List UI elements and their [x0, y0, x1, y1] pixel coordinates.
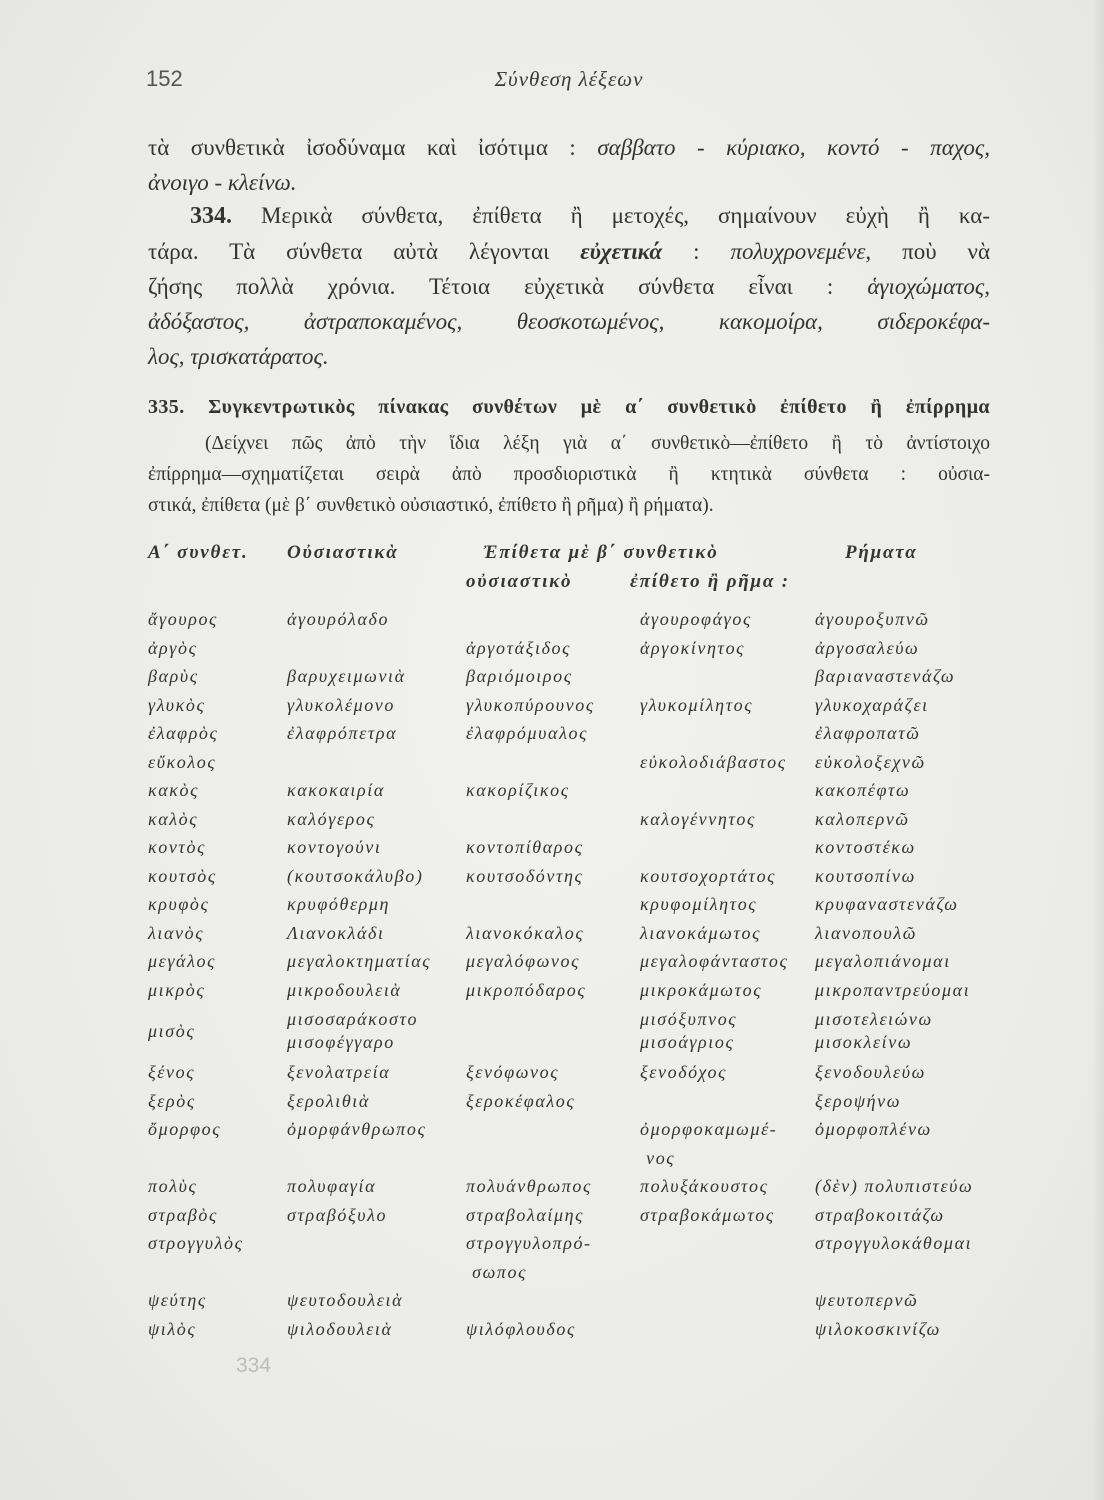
- cell-verb: λιανοπουλῶ: [815, 922, 918, 943]
- table-row: [148, 1172, 990, 1201]
- table-row: [148, 976, 990, 1005]
- table-row: [148, 1004, 990, 1058]
- table-row: [148, 634, 990, 663]
- table-body: [148, 605, 990, 1343]
- table-row: [148, 691, 990, 720]
- table-row: [148, 1315, 990, 1344]
- cell-adjective-or-verb: μικροκάμωτος: [640, 979, 763, 1000]
- text-line: [148, 490, 990, 521]
- cell-verb: κακοπέφτω: [815, 780, 911, 800]
- section-335-heading: [148, 392, 990, 422]
- cell-first-component: κοντὸς: [148, 837, 206, 857]
- cell-adjective-or-verb: ἀγουροφάγος: [640, 609, 752, 629]
- section-334-text-segment: , ποὺ νὰ: [865, 239, 991, 264]
- text-line: [148, 304, 990, 339]
- cell-adjective-or-verb: καλογέννητος: [640, 808, 756, 829]
- cell-verb: κρυφαναστενάζω: [815, 894, 959, 914]
- cell-adjective-noun: [466, 890, 640, 919]
- cell-adjective-or-verb: εὐκολοδιάβαστος: [640, 751, 787, 772]
- cell-adjective-or-verb: [640, 719, 815, 748]
- cell-adjective-noun: [466, 1115, 640, 1172]
- cell-adjective-or-verb: γλυκομίλητος: [640, 694, 754, 715]
- section-334-text-segment: λος, τρισκατάρατος.: [148, 344, 329, 369]
- cell-noun: ξερολιθιὰ: [287, 1090, 370, 1111]
- cell-first-component: κουτσὸς: [148, 865, 217, 886]
- cell-noun: κρυφόθερμη: [287, 894, 391, 914]
- section-335-note: [148, 428, 990, 521]
- cell-adjective-noun: πολυάνθρωπος: [466, 1176, 592, 1196]
- cell-first-component: μισὸς: [148, 1020, 196, 1041]
- table-row: [148, 776, 990, 805]
- cell-first-component: ἄγουρος: [148, 609, 218, 629]
- cell-verb: ξεροψήνω: [815, 1090, 902, 1111]
- subheader-with-noun: οὐσιαστικὸ: [466, 571, 573, 592]
- table-row: [148, 605, 990, 634]
- col-header-adjectives: Ἐπίθετα μὲ β΄ συνθετικὸ: [483, 542, 719, 563]
- table-row: [148, 719, 990, 748]
- cell-noun: ὀμορφάνθρωπος: [287, 1119, 427, 1139]
- cell-verb: ψευτοπερνῶ: [815, 1290, 919, 1310]
- cell-first-component: ξένος: [148, 1062, 196, 1082]
- table-row: [148, 748, 990, 777]
- cell-noun: [287, 1229, 466, 1286]
- text-line: [148, 428, 990, 459]
- cell-item: μισοσαράκοστο: [287, 1009, 419, 1029]
- cell-adjective-noun: ξεροκέφαλος: [466, 1090, 576, 1111]
- empty-header-cell: [287, 567, 466, 605]
- cell-adjective-noun: [466, 748, 640, 777]
- cell-adjective-or-verb: [640, 833, 815, 862]
- margin-mark: 334: [236, 1354, 272, 1377]
- cell-verb: μικροπαντρεύομαι: [815, 979, 971, 1000]
- cell-adjective-noun: [466, 1004, 640, 1058]
- table-row: [148, 919, 990, 948]
- cell-adjective-noun: ψιλόφλουδος: [466, 1318, 576, 1339]
- cell-adjective-or-verb: πολυξάκουστος: [640, 1176, 769, 1196]
- section-334-paragraph: [148, 198, 990, 374]
- table-row: [148, 1058, 990, 1087]
- cell-verb: ὀμορφοπλένω: [815, 1119, 932, 1139]
- text-line: [148, 130, 990, 165]
- cell-verb: εὐκολοξεχνῶ: [815, 751, 926, 772]
- cell-item: μισοτελειώνω: [815, 1009, 933, 1029]
- cell-verb: ψιλοκοσκινίζω: [815, 1318, 941, 1339]
- cell-first-component: κακὸς: [148, 780, 200, 800]
- cell-adjective-or-verb: μεγαλοφάνταστος: [640, 951, 789, 971]
- cell-first-component: ὄμορφος: [148, 1119, 222, 1139]
- table-row: [148, 1201, 990, 1230]
- table-row: [148, 947, 990, 976]
- cell-first-component: βαρὺς: [148, 666, 199, 686]
- table-row: [148, 805, 990, 834]
- cell-noun: [287, 634, 466, 663]
- cell-noun: [287, 748, 466, 777]
- cell-first-component: πολὺς: [148, 1176, 198, 1196]
- cell-item: μισοφέγγαρο: [287, 1032, 395, 1052]
- section-334-text-segment: πολυχρονεμένε: [730, 239, 866, 264]
- cell-noun: ψευτοδουλειὰ: [287, 1290, 404, 1310]
- cell-noun: ἀγουρόλαδο: [287, 609, 390, 629]
- cell-noun: καλόγερος: [287, 808, 376, 829]
- cell-adjective-or-verb: [640, 776, 815, 805]
- cell-adjective-noun: κακορίζικος: [466, 780, 570, 800]
- empty-header-cell: [815, 567, 990, 605]
- cell-noun: ἐλαφρόπετρα: [287, 723, 398, 743]
- cell-verb: στραβοκοιτάζω: [815, 1204, 945, 1225]
- cell-adjective-noun: λιανοκόκαλος: [466, 922, 585, 943]
- cell-stack: [640, 1004, 815, 1058]
- cell-verb: κουτσοπίνω: [815, 865, 916, 886]
- cell-verb: μεγαλοπιάνομαι: [815, 951, 951, 971]
- cell-first-component: ψεύτης: [148, 1290, 207, 1310]
- cell-first-component: ψιλὸς: [148, 1318, 197, 1339]
- cell-adjective-or-verb: κουτσοχορτάτος: [640, 865, 777, 886]
- cell-adjective-noun: κουτσοδόντης: [466, 865, 584, 886]
- cell-adjective-or-verb: [640, 1087, 815, 1116]
- cell-adjective-noun: [466, 1286, 640, 1315]
- cell-adjective-or-verb: [640, 1004, 815, 1058]
- cell-first-component: γλυκὸς: [148, 694, 206, 715]
- cell-adjective-or-verb: ἀργοκίνητος: [640, 637, 746, 658]
- text-line: [148, 234, 990, 269]
- subheader-with-adjective-or-verb: [630, 567, 815, 605]
- cell-adjective-noun: ξενόφωνος: [466, 1062, 560, 1082]
- cell-first-component: μεγάλος: [148, 951, 216, 971]
- cell-noun: Λιανοκλάδι: [287, 922, 385, 943]
- col-header-first-component: Α΄ συνθετ.: [148, 542, 249, 563]
- table-row: [148, 862, 990, 891]
- cell-noun: ψιλοδουλειὰ: [287, 1318, 393, 1339]
- cell-first-component: καλὸς: [148, 808, 199, 829]
- cell-verb: στρογγυλοκάθομαι: [815, 1233, 973, 1253]
- cell-stack: [815, 1004, 990, 1058]
- cell-adjective-or-verb: [640, 1286, 815, 1315]
- cell-first-component: κρυφὸς: [148, 894, 210, 914]
- cell-adjective-noun: μικροπόδαρος: [466, 979, 587, 1000]
- cell-adjective-noun: στρογγυλοπρό- σωπος: [466, 1233, 592, 1282]
- table-row: [148, 1286, 990, 1315]
- cell-verb: καλοπερνῶ: [815, 808, 910, 829]
- cell-noun: βαρυχειμωνιὰ: [287, 666, 406, 686]
- cell-noun: στραβόξυλο: [287, 1204, 388, 1225]
- cell-first-component: λιανὸς: [148, 922, 205, 943]
- cell-adjective-or-verb: ξενοδόχος: [640, 1062, 728, 1082]
- cell-verb: ἐλαφροπατῶ: [815, 723, 921, 743]
- table-row: [148, 1229, 990, 1286]
- page-number: 152: [146, 66, 183, 91]
- intro-text-segment: σαββατο - κύριακο, κοντό - παχος,: [597, 135, 990, 160]
- cell-noun: ξενολατρεία: [287, 1062, 391, 1082]
- cell-adjective-or-verb: [640, 662, 815, 691]
- col-header-nouns: Οὐσιαστικὰ: [287, 542, 399, 563]
- cell-item: μισόξυπνος: [640, 1009, 738, 1029]
- cell-verb: γλυκοχαράζει: [815, 694, 929, 715]
- cell-adjective-noun: γλυκοπύρουνος: [466, 694, 595, 715]
- cell-adjective-noun: βαριόμοιρος: [466, 666, 573, 686]
- compounds-table: [148, 538, 990, 1343]
- table-row: [148, 890, 990, 919]
- cell-adjective-noun: ἀργοτάξιδος: [466, 637, 572, 658]
- cell-noun: [287, 1004, 466, 1058]
- cell-verb: ξενοδουλεύω: [815, 1062, 926, 1082]
- cell-noun: γλυκολέμονο: [287, 694, 395, 715]
- cell-noun: κακοκαιρία: [287, 780, 385, 800]
- cell-verb: (δὲν) πολυπιστεύω: [815, 1176, 974, 1196]
- section-334-text-segment: ἀδόξαστος, ἀστραποκαμένος, θεοσκοτωμένος, κακομοίρα, σιδεροκέφα-: [148, 309, 990, 334]
- paper-edge-shadow: [1092, 0, 1104, 1500]
- text-line: [148, 198, 990, 234]
- text-line: [148, 459, 990, 490]
- text-line: [148, 269, 990, 304]
- cell-noun: μεγαλοκτηματίας: [287, 951, 432, 971]
- section-334-text-segment: ἁγιοχώματος,: [867, 274, 990, 299]
- note-text-segment: στικά, ἐπίθετα (μὲ β΄ συνθετικὸ οὐσιαστικό, ἐπίθετο ἢ ρῆμα) ἢ ρήματα).: [148, 495, 714, 516]
- cell-adjective-noun: κοντοπίθαρος: [466, 837, 584, 857]
- note-text-segment: (Δείχνει πῶς ἀπὸ τὴν ἴδια λέξη γιὰ α΄ συνθετικὸ—ἐπίθετο ἢ τὸ ἀντίστοιχο: [205, 433, 990, 454]
- cell-first-component: στρογγυλὸς: [148, 1233, 244, 1253]
- text-line: [148, 339, 990, 374]
- cell-verb: ἀγουροξυπνῶ: [815, 609, 930, 629]
- cell-first-component: ἐλαφρὸς: [148, 723, 219, 743]
- cell-first-component: στραβὸς: [148, 1204, 218, 1225]
- table-row: [148, 1115, 990, 1172]
- cell-adjective-noun: [466, 605, 640, 634]
- cell-first-component: ἀργὸς: [148, 637, 198, 658]
- cell-noun: κοντογούνι: [287, 837, 382, 857]
- running-title: Σύνθεση λέξεων: [494, 67, 644, 91]
- cell-noun: μικροδουλειὰ: [287, 979, 402, 1000]
- section-334-text-segment: τάρα. Τὰ σύνθετα αὐτὰ λέγονται: [148, 239, 581, 264]
- table-row: [148, 1087, 990, 1116]
- note-text-segment: ἐπίρρημα—σχηματίζεται σειρὰ ἀπὸ προσδιοριστικὰ ἢ κτητικὰ σύνθετα : οὐσια-: [148, 464, 990, 485]
- cell-verb: κοντοστέκω: [815, 837, 916, 857]
- cell-item: μισοκλείνω: [815, 1032, 913, 1052]
- cell-adjective-noun: στραβολαίμης: [466, 1204, 585, 1225]
- table-row: [148, 662, 990, 691]
- table-header-row: [148, 538, 990, 567]
- cell-adjective-noun: ἐλαφρόμυαλος: [466, 723, 588, 743]
- cell-adjective-or-verb: ὀμορφοκαμωμέ- νος: [640, 1119, 778, 1168]
- cell-first-component: εὔκολος: [148, 751, 217, 772]
- cell-verb: ἀργοσαλεύω: [815, 637, 920, 658]
- col-header-verbs: Ρήματα: [845, 542, 918, 563]
- cell-adjective-or-verb: στραβοκάμωτος: [640, 1204, 775, 1225]
- cell-noun: πολυφαγία: [287, 1176, 377, 1196]
- cell-first-component: ξερὸς: [148, 1090, 196, 1111]
- cell-item: μισοάγριος: [640, 1032, 735, 1052]
- intro-text-segment: ἀνοιγο - κλείνω.: [148, 170, 297, 195]
- cell-adjective-noun: μεγαλόφωνος: [466, 951, 581, 971]
- section-334-text-segment: εὐχετικά: [580, 239, 663, 264]
- cell-adjective-or-verb: [640, 1229, 815, 1286]
- section-334-text-segment: ζήσης πολλὰ χρόνια. Τέτοια εὐχετικὰ σύνθετα εἶναι :: [148, 274, 868, 299]
- intro-text-segment: τὰ συνθετικὰ ἰσοδύναμα καὶ ἰσότιμα :: [148, 135, 598, 160]
- cell-stack: [287, 1004, 466, 1058]
- table-subheader-row: [148, 567, 990, 605]
- section-334-text-segment: 334.: [190, 203, 232, 229]
- table-row: [148, 833, 990, 862]
- subheader-with-adjective-or-verb-text: ἐπίθετο ἢ ρῆμα :: [630, 571, 790, 592]
- intro-paragraph: [148, 130, 990, 200]
- cell-verb: [815, 1004, 990, 1058]
- cell-adjective-or-verb: κρυφομίλητος: [640, 894, 758, 914]
- section-334-text-segment: Μερικὰ σύνθετα, ἐπίθετα ἢ μετοχές, σημαίνουν εὐχὴ ἢ κα-: [232, 203, 990, 228]
- text-line: [148, 165, 990, 200]
- cell-noun: (κουτσοκάλυβο): [287, 865, 424, 886]
- cell-first-component: μικρὸς: [148, 979, 206, 1000]
- cell-adjective-or-verb: λιανοκάμωτος: [640, 922, 762, 943]
- cell-adjective-noun: [466, 805, 640, 834]
- cell-verb: βαριαναστενάζω: [815, 666, 956, 686]
- section-335-heading-text: 335. Συγκεντρωτικὸς πίνακας συνθέτων μὲ α΄ συνθετικὸ ἐπίθετο ἢ ἐπίρρημα: [148, 396, 990, 418]
- section-334-text-segment: :: [662, 239, 731, 264]
- empty-header-cell: [148, 567, 287, 605]
- cell-adjective-or-verb: [640, 1315, 815, 1344]
